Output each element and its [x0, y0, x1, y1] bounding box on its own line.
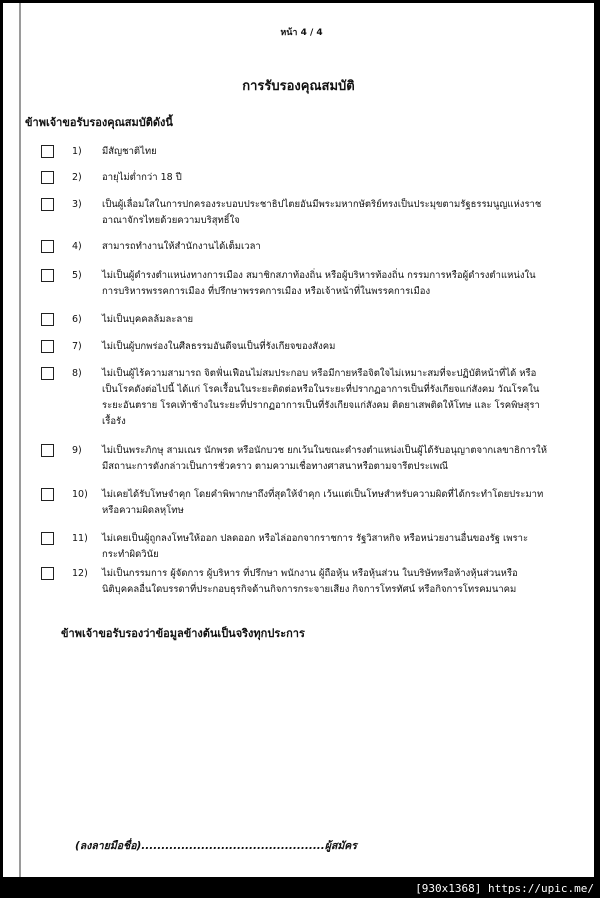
- checkbox-9[interactable]: [41, 444, 54, 457]
- item-text: อายุไม่ต่ำกว่า 18 ปี: [102, 172, 182, 183]
- qualification-item-3: [41, 197, 581, 229]
- item-number: 12): [72, 568, 88, 579]
- item-text: มีสัญชาติไทย: [102, 146, 157, 157]
- page-number: หน้า 4 / 4: [280, 28, 323, 38]
- qualification-item-12: [41, 566, 581, 598]
- qualification-item-9: [41, 443, 581, 475]
- item-number: 10): [72, 489, 88, 500]
- item-number: 2): [72, 172, 82, 183]
- qualification-item-8: [41, 366, 581, 430]
- checkbox-10[interactable]: [41, 488, 54, 501]
- item-number: 6): [72, 314, 82, 325]
- qualification-item-10: [41, 487, 581, 519]
- image-host-watermark: [930x1368] https://upic.me/: [415, 882, 594, 895]
- checkbox-12[interactable]: [41, 567, 54, 580]
- item-number: 7): [72, 341, 82, 352]
- qualification-item-2: [41, 170, 581, 186]
- certification-statement: ข้าพเจ้าขอรับรองว่าข้อมูลข้างต้นเป็นจริงทุกประการ: [61, 627, 305, 640]
- intro-heading: ข้าพเจ้าขอรับรองคุณสมบัติดังนี้: [25, 116, 173, 129]
- qualification-item-5: [41, 268, 581, 300]
- checkbox-3[interactable]: [41, 198, 54, 211]
- item-text: ไม่เคยเป็นผู้ถูกลงโทษให้ออก ปลดออก หรือไล่ออกจากราชการ รัฐวิสาหกิจ หรือหน่วยงานอื่นของรัฐ เพราะกระทำผิดวินัย: [102, 533, 529, 560]
- item-number: 1): [72, 146, 82, 157]
- signature-line: (ลงลายมือชื่อ)..............................................ผู้สมัคร: [75, 840, 357, 852]
- qualification-item-7: [41, 339, 581, 355]
- checkbox-11[interactable]: [41, 532, 54, 545]
- item-number: 3): [72, 199, 82, 210]
- item-text: ไม่เป็นผู้ไร้ความสามารถ จิตฟั่นเฟือนไม่สมประกอบ หรือมีกายหรือจิตใจไม่เหมาะสมที่จะปฏิบัติหน้าที่ได้ หรือเป็นโรคดังต่อไปนี้ ได้แก่ โรคเรื้อนในระยะติดต่อหรือในระยะที่ปรากฏอาการเป็นที่รังเกียจแก่สังคม วัณโรคในระยะอันตราย โรคเท้าช้างในระยะที่ปรากฏอาการเป็นที่รังเกียจแก่สังคม ติดยาเสพติดให้โทษ และ โรคพิษสุราเรื้อรัง: [102, 368, 540, 427]
- item-text: ไม่เป็นกรรมการ ผู้จัดการ ผู้บริหาร ที่ปรึกษา พนักงาน ผู้ถือหุ้น หรือหุ้นส่วน ในบริษัทหรือห้างหุ้นส่วนหรือนิติบุคคลอื่นใดบรรดาที่ประกอบธุรกิจด้านกิจการกระจายเสียง กิจการโทรทัศน์ หรือกิจการโทรคมนาคม: [102, 568, 518, 595]
- qualification-item-4: [41, 239, 581, 255]
- checkbox-8[interactable]: [41, 367, 54, 380]
- document-page: [3, 3, 594, 877]
- item-text: เป็นผู้เลื่อมใสในการปกครองระบอบประชาธิปไตยอันมีพระมหากษัตริย์ทรงเป็นประมุขตามรัฐธรรมนูญแห่งราชอาณาจักรไทยด้วยความบริสุทธิ์ใจ: [102, 199, 542, 226]
- checkbox-7[interactable]: [41, 340, 54, 353]
- item-text: ไม่เคยได้รับโทษจำคุก โดยคำพิพากษาถึงที่สุดให้จำคุก เว้นแต่เป็นโทษสำหรับความผิดที่ได้กระทำโดยประมาท หรือความผิดลหุโทษ: [102, 489, 544, 516]
- item-number: 8): [72, 368, 82, 379]
- checkbox-2[interactable]: [41, 171, 54, 184]
- item-number: 11): [72, 533, 88, 544]
- checkbox-6[interactable]: [41, 313, 54, 326]
- item-text: ไม่เป็นผู้ดำรงตำแหน่งทางการเมือง สมาชิกสภาท้องถิ่น หรือผู้บริหารท้องถิ่น กรรมการหรือผู้ดำรงตำแหน่งในการบริหารพรรคการเมือง ที่ปรึกษาพรรคการเมือง หรือเจ้าหน้าที่ในพรรคการเมือง: [102, 270, 536, 297]
- item-number: 9): [72, 445, 82, 456]
- scan-margin-line: [19, 3, 21, 877]
- item-number: 5): [72, 270, 82, 281]
- qualification-item-1: [41, 144, 581, 160]
- item-text: ไม่เป็นพระภิกษุ สามเณร นักพรต หรือนักบวช ยกเว้นในขณะดำรงตำแหน่งเป็นผู้ได้รับอนุญาตจากเลขาธิการให้มีสถานะการดังกล่าวเป็นการชั่วคราว ตามความเชื่อทางศาสนาหรือตามจารีตประเพณี: [102, 445, 547, 472]
- qualification-item-6: [41, 312, 581, 328]
- item-text: ไม่เป็นผู้บกพร่องในศีลธรรมอันดีจนเป็นที่รังเกียจของสังคม: [102, 341, 336, 352]
- item-text: สามารถทำงานให้สำนักงานได้เต็มเวลา: [102, 241, 261, 252]
- qualification-item-11: [41, 531, 581, 563]
- item-text: ไม่เป็นบุคคลล้มละลาย: [102, 314, 194, 325]
- checkbox-1[interactable]: [41, 145, 54, 158]
- checkbox-4[interactable]: [41, 240, 54, 253]
- checkbox-5[interactable]: [41, 269, 54, 282]
- document-title: การรับรองคุณสมบัติ: [242, 79, 355, 94]
- item-number: 4): [72, 241, 82, 252]
